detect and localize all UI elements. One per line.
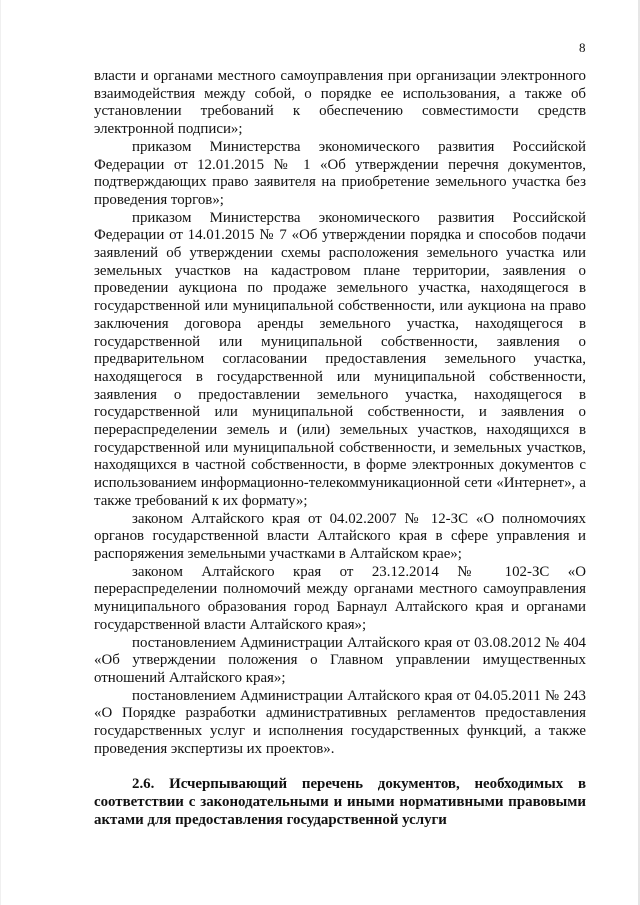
paragraph-mineconom-order-1: приказом Министерства экономического развития Российской Федерации от 12.01.2015 № 1 «Об утверждении перечня документов, подтверждающих право заявителя на приобретение земельного участка без проведения торгов»; bbox=[94, 138, 586, 208]
scan-edge-left bbox=[0, 0, 1, 905]
page-body bbox=[94, 68, 586, 829]
paragraph-law-12-zs: законом Алтайского края от 04.02.2007 № 12-ЗС «О полномочиях органов государственной власти Алтайского края в сфере управления и распоряжения земельными участками в Алтайском крае»; bbox=[94, 510, 586, 562]
paragraph-resolution-404: постановлением Администрации Алтайского края от 03.08.2012 № 404 «Об утверждении положения о Главном управлении имущественных отношений Алтайского края»; bbox=[94, 634, 586, 686]
paragraph-resolution-243: постановлением Администрации Алтайского края от 04.05.2011 № 243 «О Порядке разработки административных регламентов предоставления государственных услуг и исполнения государственных функций, а также проведения экспертизы их проектов». bbox=[94, 687, 586, 757]
paragraph-law-102-zs: законом Алтайского края от 23.12.2014 № 102-ЗС «О перераспределении полномочий между органами местного самоуправления муниципального образования город Барнаул Алтайского края и органами государственной власти Алтайского края»; bbox=[94, 563, 586, 633]
section-heading-2-6: 2.6. Исчерпывающий перечень документов, необходимых в соответствии с законодательными и иными нормативными правовыми актами для предоставления государственной услуги bbox=[94, 776, 586, 829]
page-number: 8 bbox=[579, 40, 586, 55]
paragraph-continuation: власти и органами местного самоуправления при организации электронного взаимодействия между собой, о порядке ее использования, а также об установлении требований к обеспечению совместимости средств электронной подписи»; bbox=[94, 68, 586, 138]
paragraph-mineconom-order-7: приказом Министерства экономического развития Российской Федерации от 14.01.2015 № 7 «Об утверждении порядка и способов подачи заявлений об утверждении схемы расположения земельного участка или земельных участков на кадастровом плане территории, заявления о проведении аукциона по продаже земельного участка, находящегося в государственной или муниципальной собственности, или аукциона на право заключения договора аренды земельного участка, находящегося в государственной или муниципальной собственности, заявления о предварительном согласовании предоставления земельного участка, находящегося в государственной или муниципальной собственности, заявления о предоставлении земельного участка, находящегося в государственной или муниципальной собственности, и заявления о перераспределении земель и (или) земельных участков, находящихся в государственной или муниципальной собственности, и земельных участков, находящихся в частной собственности, в форме электронных документов с использованием информационно-телекоммуникационной сети «Интернет», а также требований к их формату»; bbox=[94, 209, 586, 509]
